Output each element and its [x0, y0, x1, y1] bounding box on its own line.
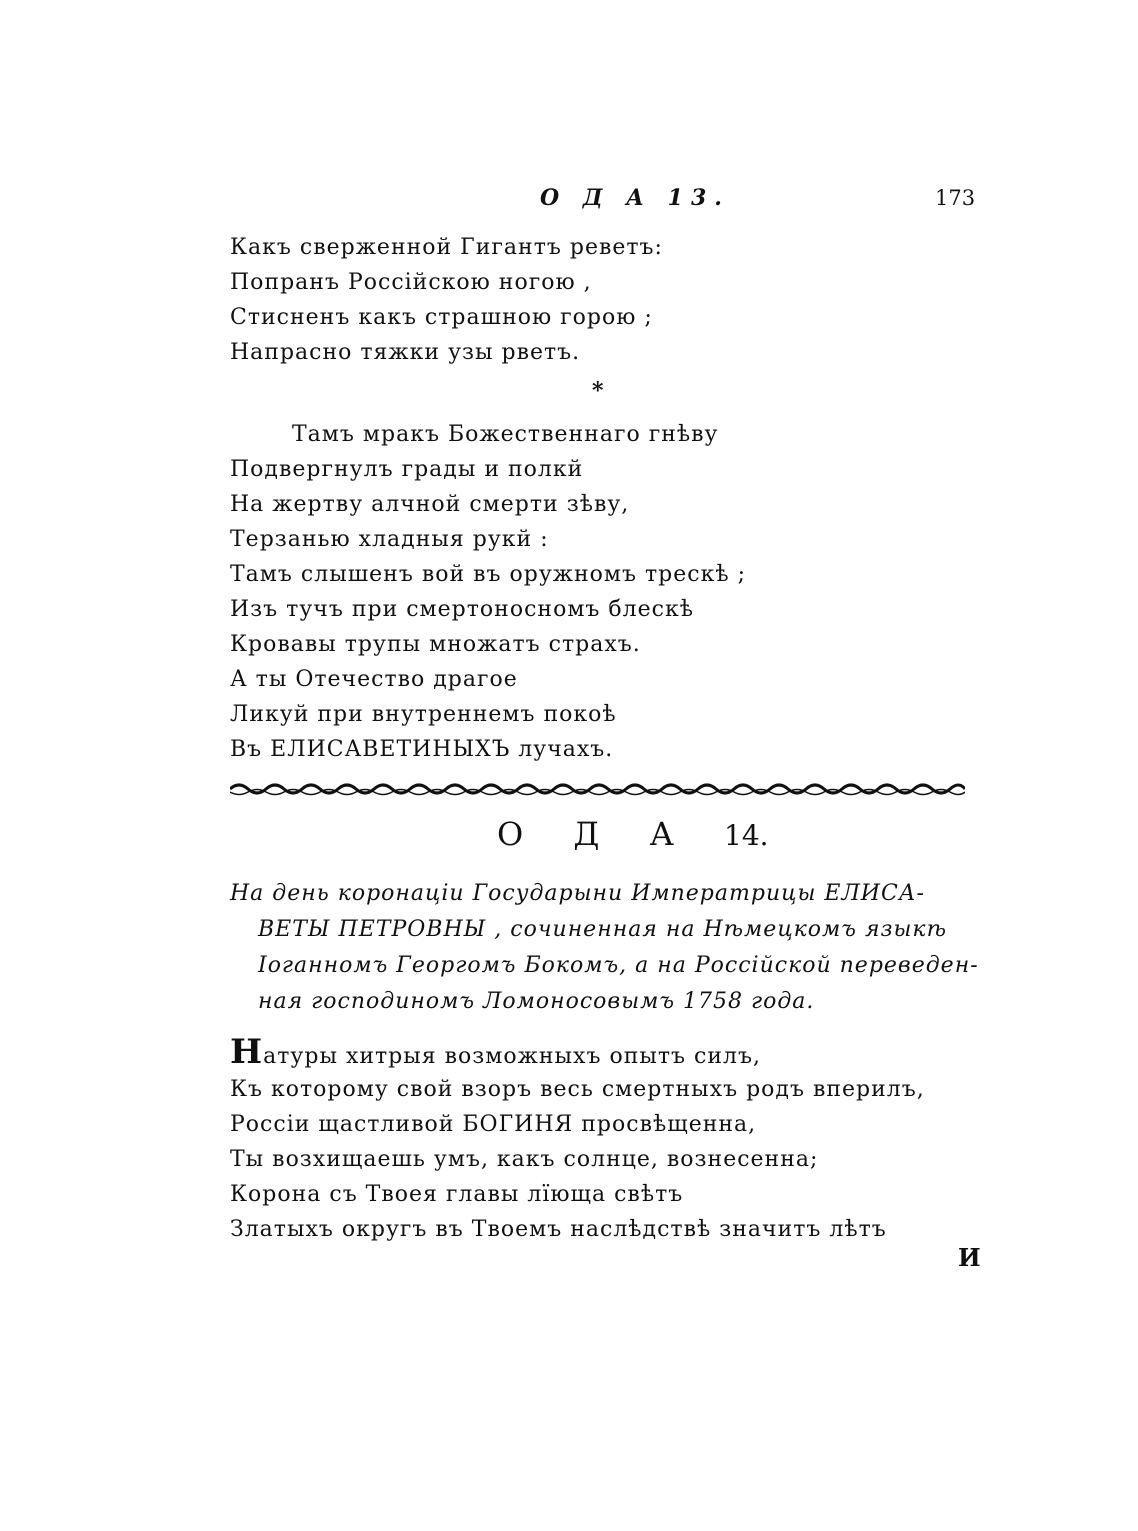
wave-ornament-icon: [230, 780, 965, 798]
subtitle-line: Іоганномъ Георгомъ Бокомъ, а на Россійской переведен-: [258, 953, 979, 978]
verse-line: [230, 1032, 990, 1072]
running-number: 13.: [667, 185, 730, 211]
verse-line: Ликуй при внутреннемъ покоѣ: [230, 702, 617, 727]
verse-line: Кровавы трупы множатъ страхъ.: [230, 632, 641, 657]
stanza-2: [230, 417, 990, 767]
verse-line: Тамъ мракъ Божественнаго гнѣву: [292, 422, 719, 447]
stanza-separator: *: [592, 378, 604, 404]
verse-line: Корона съ Твоея главы лїюща свѣтъ: [230, 1182, 684, 1207]
verse-line: Подвергнулъ грады и полкй: [230, 457, 584, 482]
drop-cap: Н: [230, 1032, 264, 1072]
decorative-rule: [230, 780, 965, 798]
page-number: 173: [935, 186, 976, 210]
verse-line: Тамъ слышенъ вой въ оружномъ трескѣ ;: [230, 562, 747, 587]
ode-subtitle: [230, 876, 990, 1020]
ode-title: [497, 815, 769, 853]
ode-title-text: О Д А: [497, 815, 694, 853]
verse-line: Въ ЕЛИСАВЕТИНЫХЪ лучахъ.: [230, 737, 614, 762]
catchword: И: [958, 1243, 981, 1272]
verse-line: Попранъ Россійскою ногою ,: [230, 270, 592, 295]
verse-line: Къ которому свой взоръ весь смертныхъ родъ вперилъ,: [230, 1077, 925, 1102]
verse-line: Напрасно тяжки узы рветъ.: [230, 340, 581, 365]
ode-number: 14.: [724, 819, 769, 852]
verse-line: Ты возхищаешь умъ, какъ солнце, вознесенна;: [230, 1147, 819, 1172]
verse-line: Россіи щастливой БОГИНЯ просвѣщенна,: [230, 1112, 757, 1137]
running-title: О Д А: [540, 185, 652, 211]
running-head: [540, 185, 730, 211]
first-line-text: атуры хитрыя возможныхъ опытъ силъ,: [263, 1044, 761, 1069]
stanza-3: [230, 1032, 990, 1247]
stanza-1: [230, 230, 990, 370]
verse-line: Стисненъ какъ страшною горою ;: [230, 305, 653, 330]
verse-line: Златыхъ округъ въ Твоемъ наслѣдствѣ значитъ лѣтъ: [230, 1217, 887, 1242]
subtitle-line: ВЕТЫ ПЕТРОВНЫ , сочиненная на Нѣмецкомъ языкѣ: [258, 917, 947, 942]
verse-line: Изъ тучъ при смертоносномъ блескѣ: [230, 597, 694, 622]
verse-line: Терзанью хладныя рукй :: [230, 527, 549, 552]
verse-line: На жертву алчной смерти зѣву,: [230, 492, 630, 517]
subtitle-line: ная господиномъ Ломоносовымъ 1758 года.: [258, 989, 815, 1014]
verse-line: А ты Отечество драгое: [230, 667, 518, 692]
subtitle-line: На день коронацiи Государыни Императрицы ЕЛИСА-: [230, 881, 925, 906]
verse-line: Какъ сверженной Гигантъ реветъ:: [230, 235, 663, 260]
